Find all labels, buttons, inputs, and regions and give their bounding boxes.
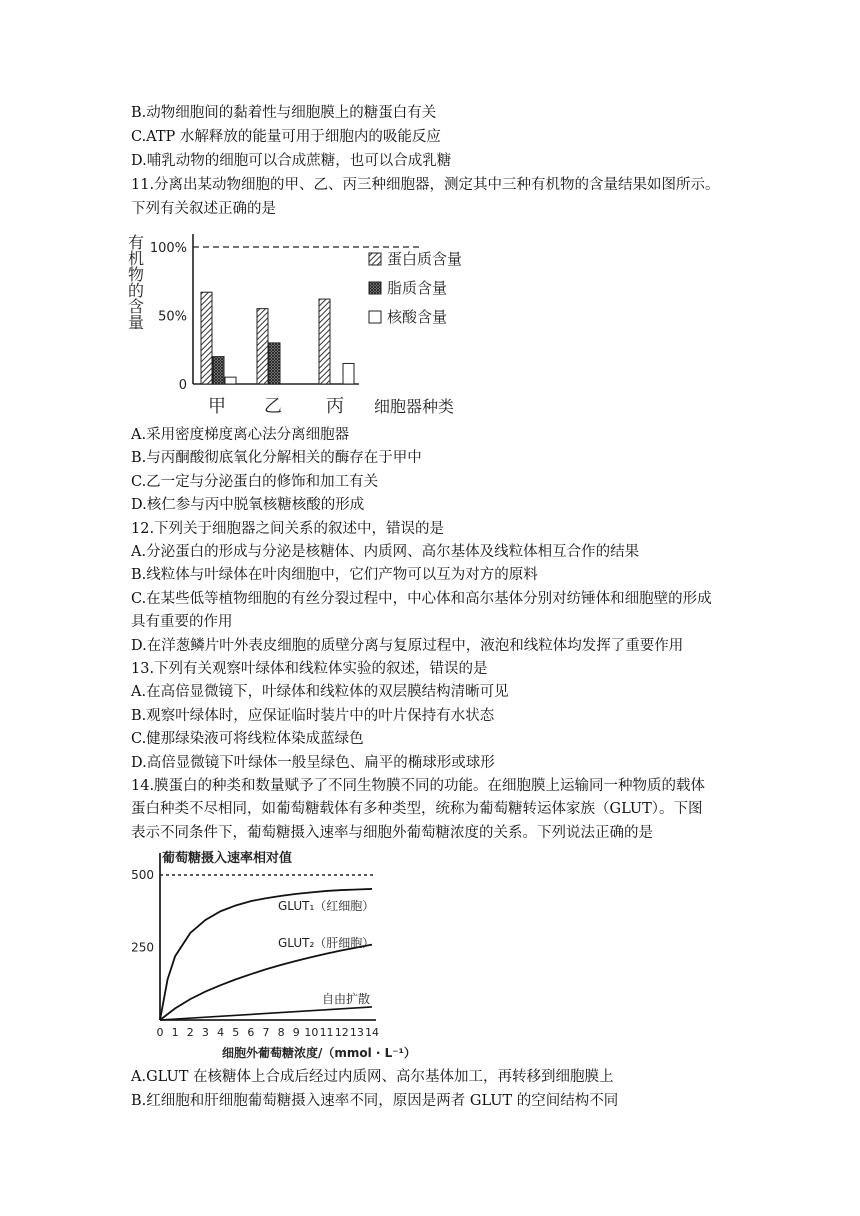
bar-0-series-1 [213, 357, 224, 384]
bar-0-series-2 [225, 377, 236, 384]
text-line-top-4: 下列有关叙述正确的是 [131, 201, 276, 217]
line-chart-xlabel: 细胞外葡萄糖浓度/（mmol · L⁻¹） [222, 1046, 416, 1060]
line-chart-ytick: 500 [131, 868, 154, 882]
glucose-uptake-line-chart [126, 845, 426, 1063]
text-line-mid-4: 12.下列关于细胞器之间关系的叙述中，错误的是 [131, 520, 445, 537]
text-line-bottom-0: A.GLUT 在核糖体上合成后经过内质网、高尔基体加工，再转移到细胞膜上 [131, 1069, 614, 1085]
text-line-mid-12: B.观察叶绿体时，应保证临时装片中的叶片保持有水状态 [131, 707, 495, 724]
text-line-mid-2: C.乙一定与分泌蛋白的修饰和加工有关 [131, 473, 379, 490]
legend-label-1: 脂质含量 [387, 279, 448, 297]
line-chart-xtick: 7 [262, 1026, 270, 1039]
line-chart-xtick: 14 [365, 1026, 379, 1039]
line-chart-xtick: 1 [171, 1026, 179, 1039]
line-chart-xtick: 10 [304, 1026, 319, 1039]
bar-0-series-0 [201, 292, 212, 384]
bar-chart-category: 乙 [264, 396, 282, 417]
text-line-mid-9: D.在洋葱鳞片叶外表皮细胞的质壁分离与复原过程中，液泡和线粒体均发挥了重要作用 [131, 637, 684, 654]
bar-chart-ylabel: 有机物的含量 [125, 234, 145, 330]
bar-chart-ytick: 100% [149, 241, 187, 256]
line-chart-xtick: 13 [349, 1026, 364, 1039]
series-line-2 [160, 1007, 372, 1020]
text-line-mid-15: 14.膜蛋白的种类和数量赋予了不同生物膜不同的功能。在细胞膜上运输同一种物质的载体 [131, 778, 706, 794]
bar-chart-category: 甲 [208, 396, 226, 417]
text-line-top-3: 11.分离出某动物细胞的甲、乙、丙三种细胞器，测定其中三种有机物的含量结果如图所示。 [131, 177, 720, 193]
organelle-bar-chart [125, 224, 474, 420]
line-chart-xtick: 3 [201, 1026, 209, 1039]
bar-chart-category: 丙 [326, 396, 344, 417]
bar-chart-ytick: 50% [158, 309, 187, 325]
bar-1-series-0 [257, 309, 268, 384]
line-chart-xtick: 5 [232, 1026, 240, 1039]
series-label-1: GLUT₂（肝细胞） [278, 936, 375, 950]
text-line-mid-8: 具有重要的作用 [131, 614, 233, 631]
series-label-0: GLUT₁（红细胞） [278, 899, 375, 913]
legend-swatch-2 [369, 311, 381, 323]
text-line-mid-13: C.健那绿染液可将线粒体染成蓝绿色 [131, 731, 364, 748]
text-line-mid-7: C.在某些低等植物细胞的有丝分裂过程中，中心体和高尔基体分别对纺锤体和细胞壁的形成 [131, 590, 712, 607]
text-line-bottom-1: B.红细胞和肝细胞葡萄糖摄入速率不同，原因是两者 GLUT 的空间结构不同 [131, 1093, 619, 1109]
line-chart-ytick: 250 [131, 940, 154, 955]
legend-swatch-0 [369, 253, 381, 265]
text-line-mid-17: 表示不同条件下，葡萄糖摄入速率与细胞外葡萄糖浓度的关系。下列说法正确的是 [131, 824, 653, 841]
bar-1-series-1 [269, 343, 280, 384]
text-line-mid-3: D.核仁参与丙中脱氧核糖核酸的形成 [131, 497, 365, 514]
text-line-mid-14: D.高倍显微镜下叶绿体一般呈绿色、扁平的椭球形或球形 [131, 754, 495, 771]
line-chart-xtick: 4 [217, 1026, 225, 1039]
bar-chart-xlabel: 细胞器种类 [374, 397, 455, 416]
line-chart-xtick: 8 [277, 1026, 285, 1039]
legend-swatch-1 [369, 282, 381, 294]
text-line-mid-11: A.在高倍显微镜下，叶绿体和线粒体的双层膜结构清晰可见 [131, 684, 509, 701]
text-line-top-2: D.哺乳动物的细胞可以合成蔗糖，也可以合成乳糖 [131, 153, 452, 169]
text-line-mid-6: B.线粒体与叶绿体在叶肉细胞中，它们产物可以互为对方的原料 [131, 567, 538, 584]
line-chart-xtick: 11 [319, 1026, 334, 1039]
legend-label-2: 核酸含量 [387, 308, 448, 326]
text-line-mid-5: A.分泌蛋白的形成与分泌是核糖体、内质网、高尔基体及线粒体相互合作的结果 [131, 544, 640, 560]
text-line-mid-0: A.采用密度梯度离心法分离细胞器 [131, 427, 350, 443]
text-line-top-0: B.动物细胞间的黏着性与细胞膜上的糖蛋白有关 [131, 105, 437, 121]
text-line-mid-1: B.与丙酮酸彻底氧化分解相关的酶存在于甲中 [131, 450, 422, 467]
series-label-2: 自由扩散 [322, 992, 371, 1006]
line-chart-xtick: 12 [334, 1026, 349, 1039]
text-line-mid-16: 蛋白种类不尽相同，如葡萄糖载体有多种类型，统称为葡萄糖转运体家族（GLUT）。下图 [131, 801, 703, 818]
line-chart-ylabel: 葡萄糖摄入速率相对值 [162, 851, 293, 866]
text-line-top-1: C.ATP 水解释放的能量可用于细胞内的吸能反应 [131, 129, 441, 145]
legend-label-0: 蛋白质含量 [387, 250, 463, 268]
bar-chart-ytick: 0 [178, 378, 187, 393]
bar-2-series-2 [343, 363, 354, 384]
bar-2-series-0 [319, 299, 330, 384]
line-chart-xtick: 6 [247, 1026, 255, 1039]
line-chart-xtick: 2 [186, 1026, 194, 1039]
line-chart-xtick: 9 [292, 1026, 300, 1039]
line-chart-xtick: 0 [156, 1026, 164, 1039]
text-line-mid-10: 13.下列有关观察叶绿体和线粒体实验的叙述，错误的是 [131, 661, 488, 677]
